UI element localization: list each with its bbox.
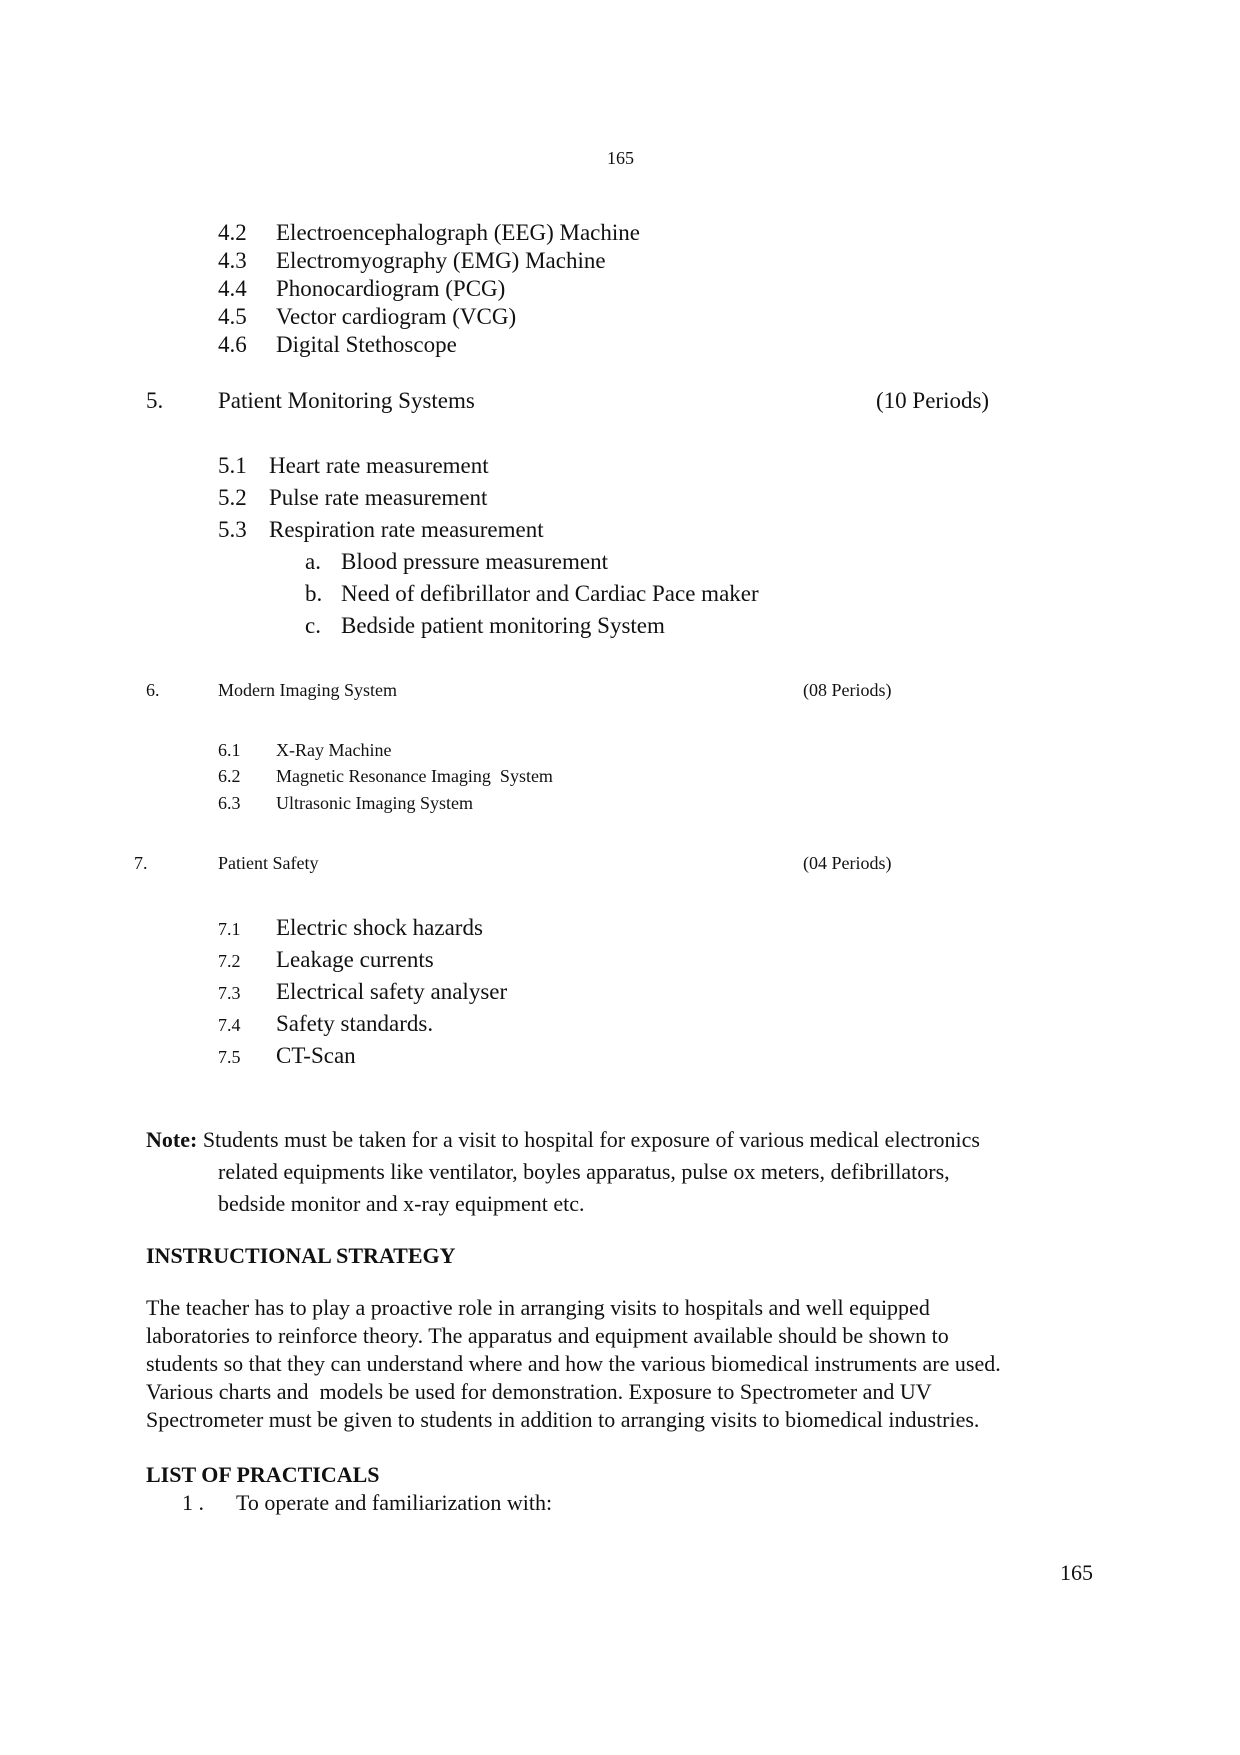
note-text-line-3: bedside monitor and x-ray equipment etc. (218, 1191, 585, 1216)
section-number: 7. (134, 853, 148, 873)
list-item-text: Respiration rate measurement (269, 517, 544, 542)
sub-item-letter: a. (305, 549, 321, 574)
section-title: Patient Monitoring Systems (218, 388, 475, 413)
section-number: 6. (146, 680, 160, 700)
list-item-text: Electric shock hazards (276, 915, 483, 940)
list-item-text: Phonocardiogram (PCG) (276, 276, 506, 301)
list-item-number: 7.2 (218, 951, 241, 971)
instructional-strategy-heading: INSTRUCTIONAL STRATEGY (146, 1243, 456, 1268)
sub-item-letter: c. (305, 613, 321, 638)
list-item-text: X-Ray Machine (276, 740, 392, 760)
section-title: Patient Safety (218, 853, 319, 873)
sub-item-letter: b. (305, 581, 323, 606)
list-item-number: 4.2 (218, 220, 247, 245)
list-item-number: 6.2 (218, 766, 241, 786)
list-item-number: 6.3 (218, 793, 241, 813)
note-text-line-2: related equipments like ventilator, boyles apparatus, pulse ox meters, defibrillators, (218, 1159, 950, 1184)
list-item-text: Vector cardiogram (VCG) (276, 304, 517, 329)
practicals-heading: LIST OF PRACTICALS (146, 1462, 380, 1487)
list-item-text: Digital Stethoscope (276, 332, 457, 357)
list-item-text: Magnetic Resonance Imaging System (276, 766, 553, 786)
section-periods: (08 Periods) (803, 680, 892, 700)
list-item-number: 4.6 (218, 332, 247, 357)
page-number-bottom: 165 (1060, 1560, 1093, 1585)
section-number: 5. (146, 388, 164, 413)
practical-item-number: 1 . (182, 1490, 204, 1515)
list-item-number: 7.4 (218, 1015, 241, 1035)
list-item-number: 4.4 (218, 276, 247, 301)
list-item-number: 4.5 (218, 304, 247, 329)
list-item-number: 7.5 (218, 1047, 241, 1067)
list-item-text: Electromyography (EMG) Machine (276, 248, 606, 273)
list-item-text: Safety standards. (276, 1011, 434, 1036)
paragraph-line: laboratories to reinforce theory. The apparatus and equipment available should be shown to (146, 1323, 949, 1348)
practical-item-text: To operate and familiarization with: (236, 1490, 553, 1515)
section-periods: (10 Periods) (876, 388, 990, 413)
page-number-top: 165 (607, 148, 634, 168)
paragraph-line: students so that they can understand where and how the various biomedical instruments are used. (146, 1351, 1001, 1376)
note-text-line-1: Students must be taken for a visit to hospital for exposure of various medical electronics (202, 1127, 980, 1152)
sub-item-text: Need of defibrillator and Cardiac Pace maker (341, 581, 759, 606)
list-item-text: Leakage currents (276, 947, 434, 972)
list-item-text: Heart rate measurement (269, 453, 489, 478)
list-item-number: 5.1 (218, 453, 247, 478)
list-item-number: 5.2 (218, 485, 247, 510)
section-periods: (04 Periods) (803, 853, 892, 873)
list-item-number: 7.3 (218, 983, 241, 1003)
sub-item-text: Bedside patient monitoring System (341, 613, 665, 638)
note-label: Note: (146, 1127, 198, 1152)
paragraph-line: Various charts and models be used for demonstration. Exposure to Spectrometer and UV (146, 1379, 932, 1404)
sub-item-text: Blood pressure measurement (341, 549, 608, 574)
paragraph-line: The teacher has to play a proactive role in arranging visits to hospitals and well equipped (146, 1295, 930, 1320)
list-item-text: Electrical safety analyser (276, 979, 508, 1004)
list-item-text: Pulse rate measurement (269, 485, 488, 510)
list-item-number: 4.3 (218, 248, 247, 273)
list-item-text: CT-Scan (276, 1043, 356, 1068)
list-item-number: 5.3 (218, 517, 247, 542)
list-item-text: Electroencephalograph (EEG) Machine (276, 220, 640, 245)
section-title: Modern Imaging System (218, 680, 397, 700)
list-item-number: 7.1 (218, 919, 241, 939)
list-item-number: 6.1 (218, 740, 241, 760)
list-item-text: Ultrasonic Imaging System (276, 793, 473, 813)
paragraph-line: Spectrometer must be given to students in addition to arranging visits to biomedical industries. (146, 1407, 980, 1432)
